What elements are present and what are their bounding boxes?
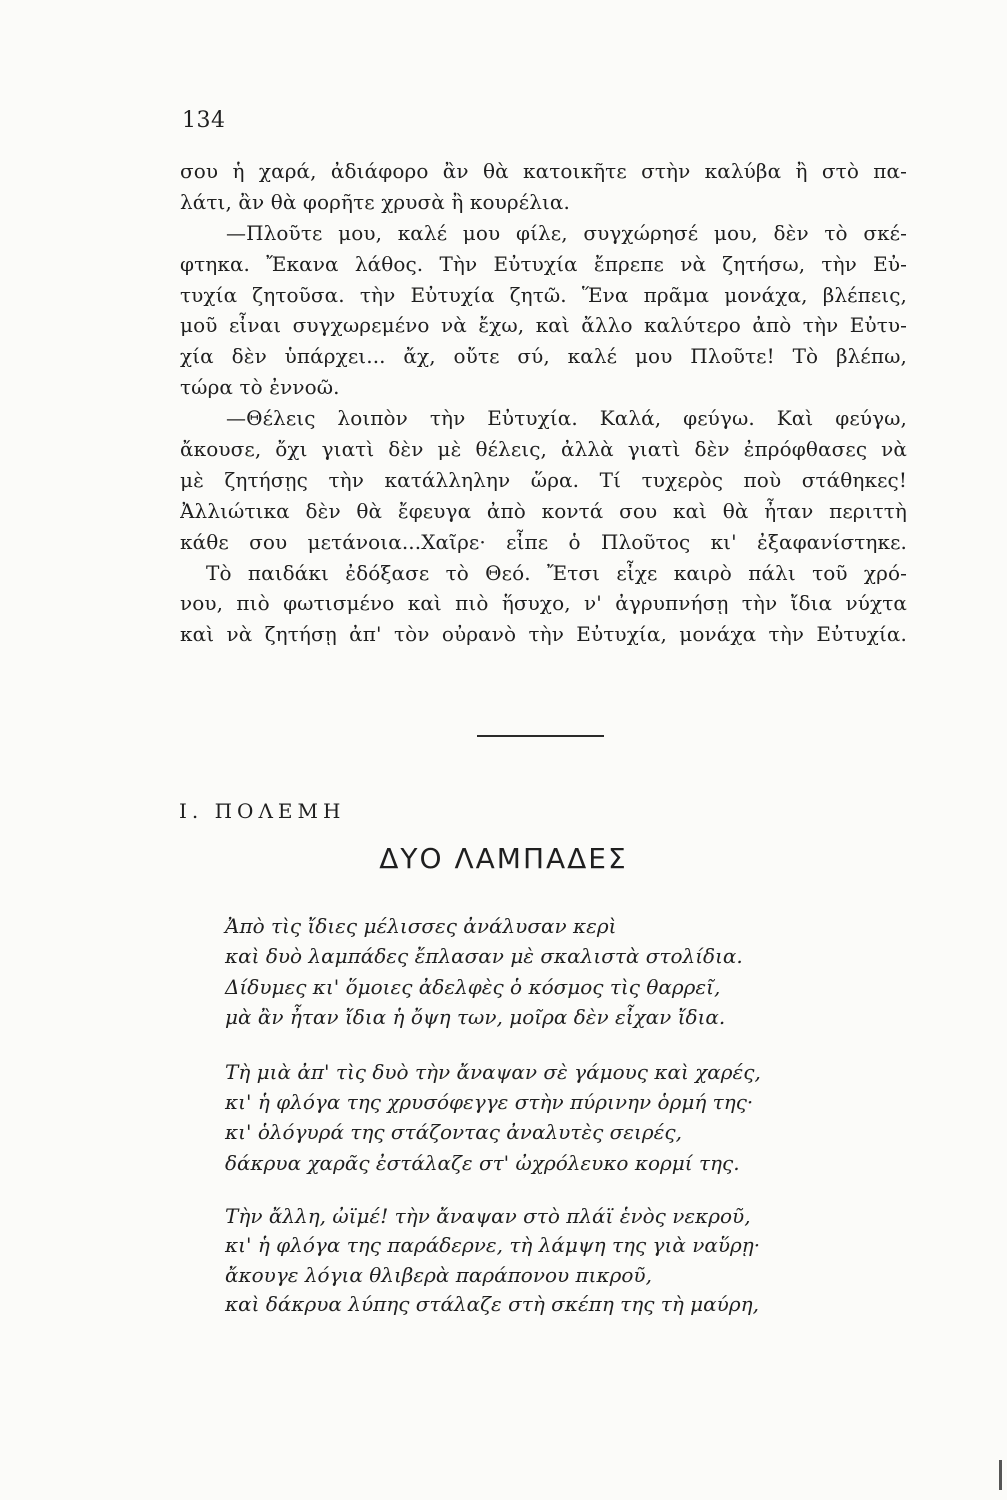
prose-body	[180, 156, 907, 650]
prose-line: μὲ ζητήσῃς τὴν κατάλληλην ὥρα. Τί τυχερὸς ποὺ στάθηκες!	[180, 467, 907, 492]
prose-line: Τὸ παιδάκι ἐδόξασε τὸ Θεό. Ἔτσι εἶχε καιρὸ πάλι τοῦ χρό-	[206, 560, 907, 585]
prose-line: λάτι, ἂν θὰ φορῆτε χρυσὰ ἢ κουρέλια.	[180, 189, 570, 214]
prose-line: σου ἡ χαρά, ἀδιάφορο ἂν θὰ κατοικῆτε στὴν καλύβα ἢ στὸ πα-	[180, 159, 907, 183]
prose-line: καὶ νὰ ζητήσῃ ἀπ' τὸν οὐρανὸ τὴν Εὐτυχία, μονάχα τὴν Εὐτυχία.	[180, 622, 907, 647]
poem-verse: μὰ ἂν ἦταν ἴδια ἡ ὄψη των, μοῖρα δὲν εἶχαν ἴδια.	[225, 1005, 726, 1030]
poem-verse: Ἀπὸ τὶς ἴδιες μέλισσες ἀνάλυσαν κερὶ	[225, 914, 617, 938]
prose-line: τυχία ζητοῦσα. τὴν Εὐτυχία ζητῶ. Ἕνα πρᾶμα μονάχα, βλέπεις,	[180, 282, 907, 307]
poem-verse: καὶ δυὸ λαμπάδες ἔπλασαν μὲ σκαλιστὰ στολίδια.	[225, 944, 743, 969]
poem-stanza	[225, 911, 865, 1033]
poem-verse: δάκρυα χαρᾶς ἐστάλαζε στ' ὠχρόλευκο κορμί της.	[225, 1150, 740, 1175]
prose-line: τώρα τὸ ἐννοῶ.	[180, 375, 340, 400]
page-number: 134	[182, 108, 226, 133]
section-separator	[477, 735, 604, 737]
poem-verse: καὶ δάκρυα λύπης στάλαζε στὴ σκέπη της τὴ μαύρη,	[225, 1291, 759, 1316]
poem-stanza	[225, 1202, 865, 1319]
poem-title: ΔΥΟ ΛΑΜΠΑΔΕΣ	[379, 842, 628, 875]
poem-author: Ι. ΠΟΛΕΜΗ	[179, 799, 346, 823]
prose-line: μοῦ εἶναι συγχωρεμένο νὰ ἔχω, καὶ ἄλλο καλύτερο ἀπὸ τὴν Εὐτυ-	[180, 313, 907, 338]
poem-verse: κι' ὁλόγυρά της στάζοντας ἀναλυτὲς σειρές,	[225, 1120, 682, 1145]
prose-line: —Θέλεις λοιπὸν τὴν Εὐτυχία. Καλά, φεύγω. Καὶ φεύγω,	[226, 406, 907, 431]
prose-line: Ἀλλιώτικα δὲν θὰ ἔφευγα ἀπὸ κοντά σου καὶ θὰ ἦταν περιττὴ	[180, 498, 907, 523]
poem-verse: Τὴν ἄλλη, ὠϊμέ! τὴν ἄναψαν στὸ πλάϊ ἑνὸς νεκροῦ,	[225, 1204, 751, 1229]
poem-stanza	[225, 1057, 865, 1179]
page-edge-mark	[999, 1460, 1002, 1490]
prose-line: —Πλοῦτε μου, καλέ μου φίλε, συγχώρησέ μου, δὲν τὸ σκέ-	[226, 220, 907, 245]
prose-line: χία δὲν ὑπάρχει... ἄχ, οὔτε σύ, καλέ μου Πλοῦτε! Τὸ βλέπω,	[180, 344, 907, 369]
prose-line: φτηκα. Ἔκανα λάθος. Τὴν Εὐτυχία ἔπρεπε νὰ ζητήσω, τὴν Εὐ-	[180, 251, 907, 276]
poem-verse: κι' ἡ φλόγα της παράδερνε, τὴ λάμψη της γιὰ ναὕρῃ·	[225, 1233, 761, 1258]
poem-body	[225, 911, 865, 1343]
prose-line: νου, πιὸ φωτισμένο καὶ πιὸ ἥσυχο, ν' ἀγρυπνήσῃ τὴν ἴδια νύχτα	[180, 591, 907, 616]
prose-line: κάθε σου μετάνοια...Χαῖρε· εἶπε ὁ Πλοῦτος κι' ἐξαφανίστηκε.	[180, 529, 907, 554]
poem-verse: Δίδυμες κι' ὅμοιες ἀδελφὲς ὁ κόσμος τὶς θαρρεῖ,	[225, 974, 721, 999]
prose-line: ἄκουσε, ὄχι γιατὶ δὲν μὲ θέλεις, ἀλλὰ γιατὶ δὲν ἐπρόφθασες νὰ	[180, 437, 907, 462]
poem-verse: Τὴ μιὰ ἀπ' τὶς δυὸ τὴν ἄναψαν σὲ γάμους καὶ χαρές,	[225, 1059, 761, 1084]
poem-verse: κι' ἡ φλόγα της χρυσόφεγγε στὴν πύρινην ὁρμή της·	[225, 1089, 754, 1114]
poem-verse: ἄκουγε λόγια θλιβερὰ παράπονου πικροῦ,	[225, 1262, 652, 1287]
